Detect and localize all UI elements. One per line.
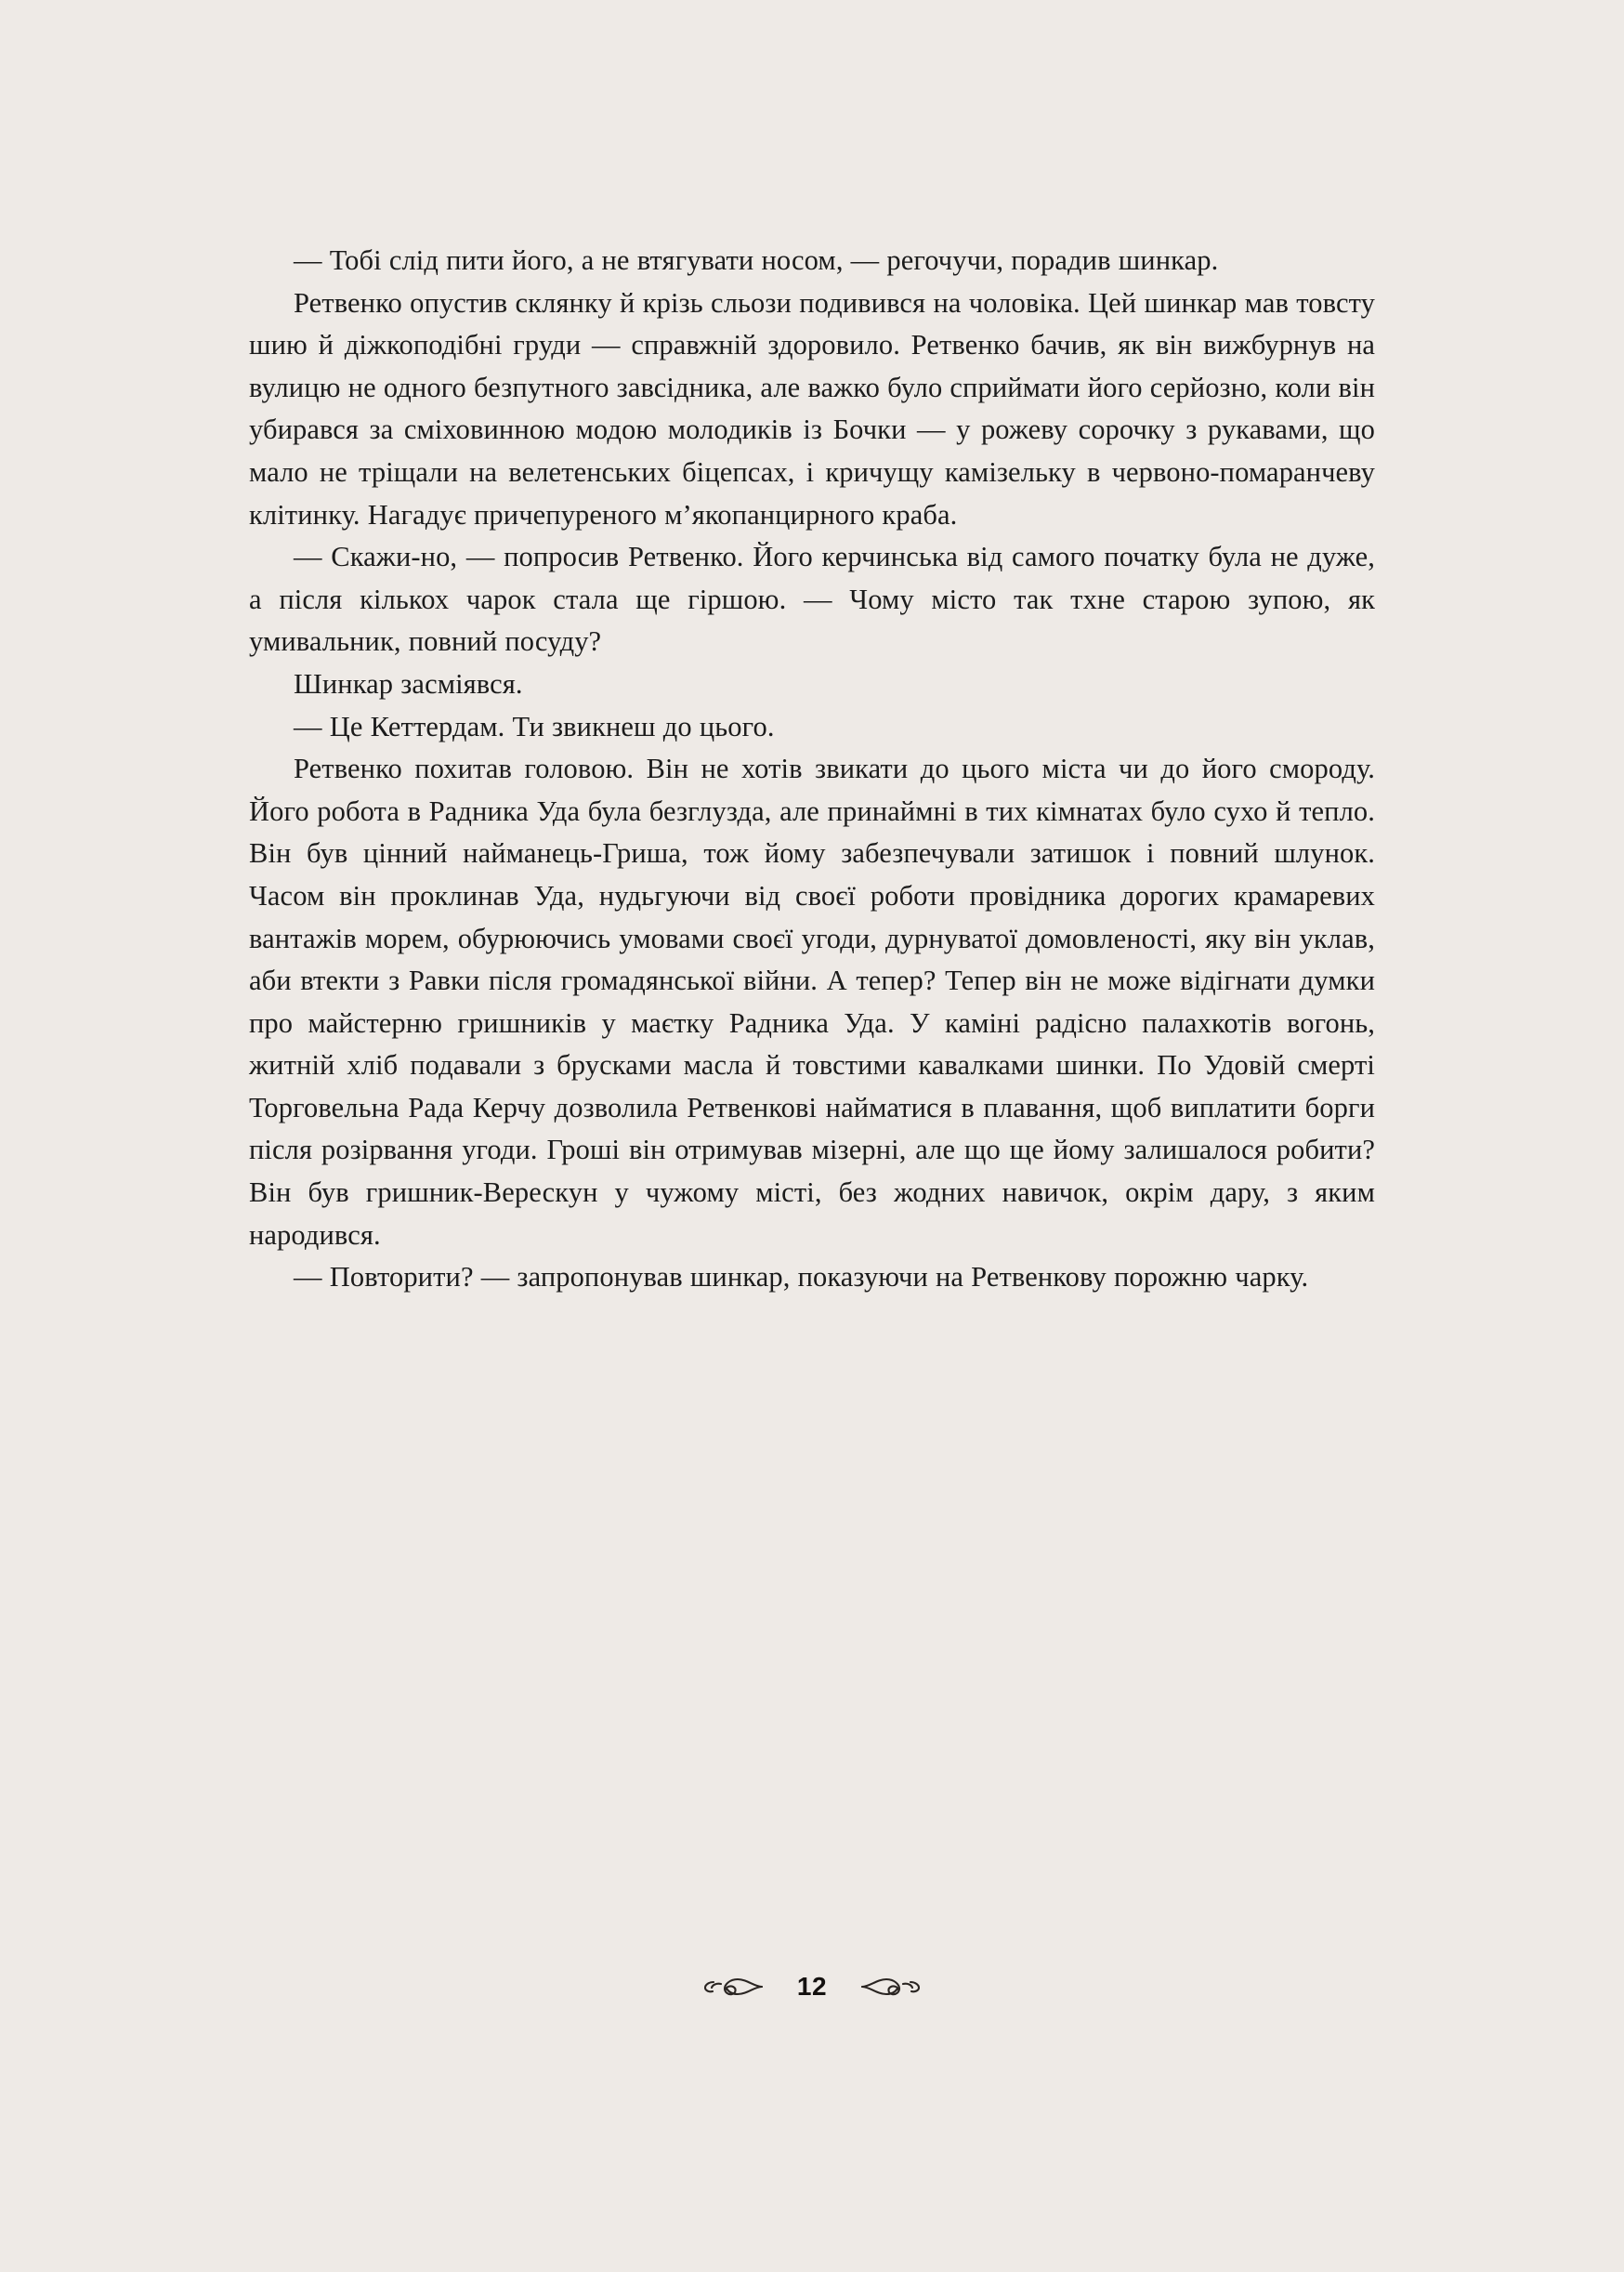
body-text (249, 240, 1375, 1299)
paragraph: — Скажи-но, — попросив Ретвенко. Його керчинська від самого початку була не дуже, а після кількох чарок стала ще гіршою. — Чому місто так тхне старою зупою, як умивальник, повний посуду? (249, 541, 1375, 658)
paragraph: — Повторити? — запропонував шинкар, показуючи на Ретвенкову порожню чарку. (294, 1261, 1309, 1294)
flourish-ornament-icon (858, 1973, 923, 2001)
flourish-ornament-icon (701, 1973, 766, 2001)
paragraph: — Тобі слід пити його, а не втягувати носом, — регочучи, порадив шинкар. (294, 244, 1219, 276)
paragraph: Ретвенко похитав головою. Він не хотів звикати до цього міста чи до його смороду. Його робота в Радника Уда була безглузда, але принаймні в тих кімнатах було сухо й тепло. Він був цінний найманець-Гриша, тож йому забезпечували затишок і повний шлунок. Часом він проклинав Уда, нудьгуючи від своєї роботи провідника дорогих крамаревих вантажів морем, обурюючись умовами своєї угоди, дурнуватої домовленості, яку він уклав, аби втекти з Равки після громадянської війни. А тепер? Тепер він не може відігнати думки про майстерню гришників у маєтку Радника Уда. У каміні радісно палахкотів вогонь, житній хліб подавали з брусками масла й товстими кавалками шинки. По Удовій смерті Торговельна Рада Керчу дозволила Ретвенкові найматися в плавання, щоб виплатити борги після розірвання угоди. Гроші він отримував мізерні, але що ще йому залишалося робити? Він був гришник-Верескун у чужому місті, без жодних навичок, окрім дару, з яким народився. (249, 753, 1375, 1251)
paragraph: Ретвенко опустив склянку й крізь сльози подивився на чоловіка. Цей шинкар мав товсту шию й діжкоподібні груди — справжній здоровило. Ретвенко бачив, як він вижбурнув на вулицю не одного безпутного завсідника, але важко було сприймати його серйозно, коли він убирався за сміховинною модою молодиків із Бочки — у рожеву сорочку з рукавами, що мало не тріщали на велетенських біцепсах, і кричущу камізельку в червоно-помаранчеву клітинку. Нагадує причепуреного м’якопанцирного краба. (249, 286, 1376, 531)
paragraph: — Це Кеттердам. Ти звикнеш до цього. (294, 710, 775, 742)
page-number: 12 (796, 1972, 828, 2001)
page-footer (0, 1972, 1624, 2002)
paragraph: Шинкар засміявся. (294, 667, 523, 700)
